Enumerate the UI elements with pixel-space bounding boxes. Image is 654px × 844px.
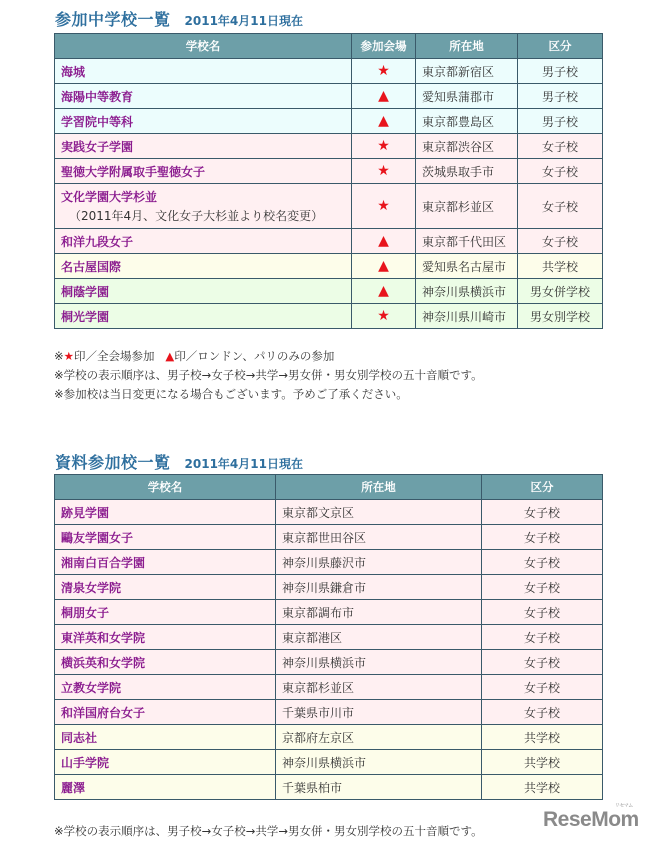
school-type: 女子校 xyxy=(518,159,603,184)
school-location: 東京都豊島区 xyxy=(416,109,518,134)
legend-line xyxy=(54,347,483,366)
section2-title-text: 資料参加校一覧 xyxy=(55,453,171,472)
table-row xyxy=(55,625,603,650)
note-prefix: ※ xyxy=(54,349,64,363)
header-school-name: 学校名 xyxy=(55,475,276,500)
school-location: 東京都杉並区 xyxy=(416,184,518,229)
school-name-link[interactable]: 湘南白百合学園 xyxy=(55,550,276,575)
section2-title xyxy=(55,450,303,473)
table-row xyxy=(55,725,603,750)
logo-text: ReseMom xyxy=(543,808,639,831)
school-location: 千葉県市川市 xyxy=(276,700,482,725)
school-type: 男子校 xyxy=(518,59,603,84)
table-row xyxy=(55,600,603,625)
logo-ruby: リセマム xyxy=(614,803,633,809)
school-location: 神奈川県横浜市 xyxy=(416,279,518,304)
school-name-link[interactable]: 山手学院 xyxy=(55,750,276,775)
header-venue: 参加会場 xyxy=(352,34,416,59)
school-name-link[interactable]: 跡見学園 xyxy=(55,500,276,525)
triangle-icon: ▲ xyxy=(165,349,175,363)
header-location: 所在地 xyxy=(416,34,518,59)
star-legend: 印／全会場参加 xyxy=(73,349,155,363)
change-note: ※参加校は当日変更になる場合もございます。予めご了承ください。 xyxy=(54,387,408,401)
triangle-icon: ▲ xyxy=(352,84,416,109)
table-row xyxy=(55,184,603,229)
school-location: 京都府左京区 xyxy=(276,725,482,750)
star-icon: ★ xyxy=(63,349,74,363)
header-type: 区分 xyxy=(518,34,603,59)
school-type: 女子校 xyxy=(482,525,603,550)
school-name-cell xyxy=(55,184,352,229)
star-icon: ★ xyxy=(352,134,416,159)
school-type: 女子校 xyxy=(482,675,603,700)
school-name-link[interactable]: 文化学園大学杉並 xyxy=(61,190,158,204)
school-name-link[interactable]: 横浜英和女学院 xyxy=(55,650,276,675)
header-location: 所在地 xyxy=(276,475,482,500)
triangle-icon: ▲ xyxy=(352,109,416,134)
school-name-link[interactable]: 聖徳大学附属取手聖徳女子 xyxy=(55,159,352,184)
school-name-link[interactable]: 名古屋国際 xyxy=(55,254,352,279)
school-location: 東京都杉並区 xyxy=(276,675,482,700)
table-row xyxy=(55,254,603,279)
school-type: 男子校 xyxy=(518,109,603,134)
school-location: 神奈川県藤沢市 xyxy=(276,550,482,575)
table-row xyxy=(55,575,603,600)
school-type: 女子校 xyxy=(482,625,603,650)
material-schools-table xyxy=(54,474,603,800)
school-name-link[interactable]: 和洋九段女子 xyxy=(55,229,352,254)
school-location: 東京都渋谷区 xyxy=(416,134,518,159)
school-location: 東京都文京区 xyxy=(276,500,482,525)
star-icon: ★ xyxy=(352,159,416,184)
school-name-link[interactable]: 同志社 xyxy=(55,725,276,750)
school-name-link[interactable]: 桐朋女子 xyxy=(55,600,276,625)
star-icon: ★ xyxy=(352,304,416,329)
school-type: 女子校 xyxy=(482,575,603,600)
participating-schools-table xyxy=(54,33,603,329)
table-header-row xyxy=(55,34,603,59)
school-name-link[interactable]: 桐光学園 xyxy=(55,304,352,329)
school-location: 千葉県柏市 xyxy=(276,775,482,800)
school-name-link[interactable]: 学習院中等科 xyxy=(55,109,352,134)
school-type: 女子校 xyxy=(482,600,603,625)
school-type: 女子校 xyxy=(482,550,603,575)
school-type: 女子校 xyxy=(482,700,603,725)
section1-title-text: 参加中学校一覧 xyxy=(55,10,171,29)
school-location: 東京都新宿区 xyxy=(416,59,518,84)
school-type: 男女別学校 xyxy=(518,304,603,329)
school-location: 神奈川県横浜市 xyxy=(276,650,482,675)
triangle-icon: ▲ xyxy=(352,229,416,254)
section2-notes xyxy=(54,822,483,841)
table-header-row xyxy=(55,475,603,500)
school-location: 神奈川県横浜市 xyxy=(276,750,482,775)
school-name-link[interactable]: 桐蔭学園 xyxy=(55,279,352,304)
school-type: 共学校 xyxy=(518,254,603,279)
table-row xyxy=(55,229,603,254)
school-type: 共学校 xyxy=(482,750,603,775)
header-school-name: 学校名 xyxy=(55,34,352,59)
school-location: 愛知県蒲郡市 xyxy=(416,84,518,109)
school-location: 東京都世田谷区 xyxy=(276,525,482,550)
school-type: 共学校 xyxy=(482,775,603,800)
table-row xyxy=(55,550,603,575)
school-type: 女子校 xyxy=(518,229,603,254)
triangle-icon: ▲ xyxy=(352,254,416,279)
table-row xyxy=(55,650,603,675)
section2-date: 2011年4月11日現在 xyxy=(184,457,303,471)
school-location: 神奈川県鎌倉市 xyxy=(276,575,482,600)
school-name-link[interactable]: 実践女子学園 xyxy=(55,134,352,159)
school-name-link[interactable]: 海陽中等教育 xyxy=(55,84,352,109)
school-name-link[interactable]: 鷗友学園女子 xyxy=(55,525,276,550)
school-name-link[interactable]: 麗澤 xyxy=(55,775,276,800)
school-location: 東京都千代田区 xyxy=(416,229,518,254)
school-location: 茨城県取手市 xyxy=(416,159,518,184)
school-location: 東京都港区 xyxy=(276,625,482,650)
school-name-link[interactable]: 清泉女学院 xyxy=(55,575,276,600)
star-icon: ★ xyxy=(352,59,416,84)
table-row xyxy=(55,59,603,84)
table-row xyxy=(55,109,603,134)
school-name-link[interactable]: 東洋英和女学院 xyxy=(55,625,276,650)
triangle-icon: ▲ xyxy=(352,279,416,304)
section1-notes xyxy=(54,347,483,404)
table-row xyxy=(55,675,603,700)
school-name-link[interactable]: 海城 xyxy=(55,59,352,84)
table-row xyxy=(55,525,603,550)
school-location: 東京都調布市 xyxy=(276,600,482,625)
section1-date: 2011年4月11日現在 xyxy=(184,14,303,28)
order-note: ※学校の表示順序は、男子校→女子校→共学→男女併・男女別学校の五十音順です。 xyxy=(54,824,483,838)
school-type: 女子校 xyxy=(518,134,603,159)
school-name-link[interactable]: 立教女学院 xyxy=(55,675,276,700)
star-icon: ★ xyxy=(352,184,416,229)
school-type: 女子校 xyxy=(482,500,603,525)
table-row xyxy=(55,750,603,775)
table-row xyxy=(55,84,603,109)
table-row xyxy=(55,500,603,525)
header-type: 区分 xyxy=(482,475,603,500)
table-row xyxy=(55,279,603,304)
school-name-note: （2011年4月、文化女子大杉並より校名変更） xyxy=(69,209,324,223)
school-location: 愛知県名古屋市 xyxy=(416,254,518,279)
school-type: 男子校 xyxy=(518,84,603,109)
table-row xyxy=(55,304,603,329)
table-row xyxy=(55,700,603,725)
table-row xyxy=(55,159,603,184)
school-location: 神奈川県川崎市 xyxy=(416,304,518,329)
triangle-legend: 印／ロンドン、パリのみの参加 xyxy=(174,349,335,363)
school-name-link[interactable]: 和洋国府台女子 xyxy=(55,700,276,725)
resemom-logo xyxy=(543,803,639,832)
section1-title xyxy=(55,7,303,30)
table-row xyxy=(55,775,603,800)
school-type: 共学校 xyxy=(482,725,603,750)
school-type: 男女併学校 xyxy=(518,279,603,304)
order-note: ※学校の表示順序は、男子校→女子校→共学→男女併・男女別学校の五十音順です。 xyxy=(54,368,483,382)
school-type: 女子校 xyxy=(518,184,603,229)
table-row xyxy=(55,134,603,159)
school-type: 女子校 xyxy=(482,650,603,675)
